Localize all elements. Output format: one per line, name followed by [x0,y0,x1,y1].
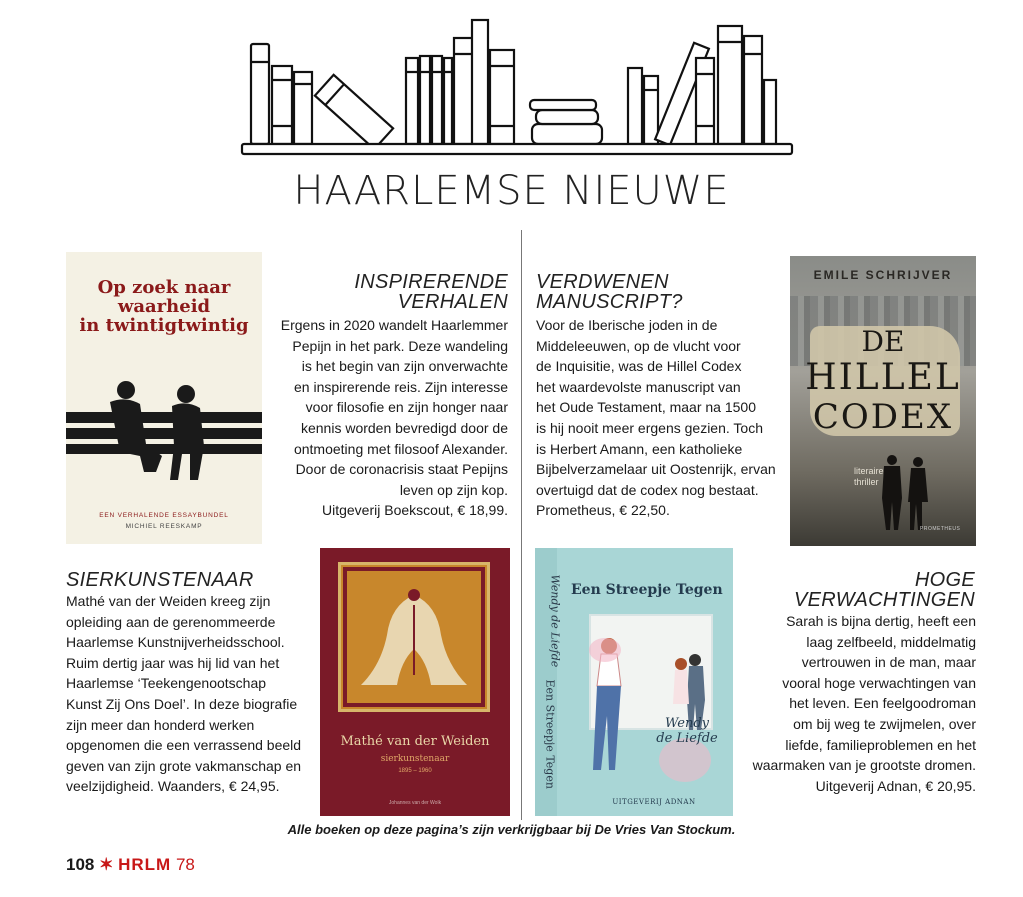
article-text-verdwenen-manuscript: Voor de Iberische joden in de Middeleeuwen, op de vlucht voor de Inquisitie, was de Hillel Codex het waardevolste manuscript van het Oude Testament, maar na 1500 is hij nooit meer ergens gezien. Toch is Herbert Amann, een katholieke Bijbelverzamelaar uit Oostenrijk, ervan overtuigd dat de codex nog bestaat. Prometheus, € 22,50. [536,317,776,519]
article-text-sierkunstenaar: Mathé van der Weiden kreeg zijn opleiding aan de gerenommeerde Haarlemse Kunstnijverheidsschool. Ruim dertig jaar was hij lid van het Haarlemse ‘Teekengenootschap Kunst Zij Ons Doel’. In deze biografie zijn meer dan honderd werken opgenomen die een verrassend beeld geven van zijn grote vakmanschap en veelzijdigheid. Waanders, € 24,95. [66,593,302,795]
cover-subtitle: sierkunstenaar [380,754,450,764]
cover-title: DE HILLEL CODEX [805,325,961,437]
cover-author: MICHIEL REESKAMP [125,523,203,530]
cover-credit: Johannes van der Wolk [388,800,442,806]
article-heading-hoge-verwachtingen: HOGE VERWACHTINGEN [794,569,975,611]
issue-number: 78 [175,855,195,874]
cover-title: Een Streepje Tegen [571,582,723,598]
magazine-brand: HRLM [118,855,172,874]
article-heading-inspirerende-verhalen: INSPIRERENDE VERHALEN [354,271,508,313]
star-separator-icon: ✶ [99,855,114,874]
cover-artwork [338,562,490,712]
cover-spine-title: Een Streepje Tegen [543,679,557,789]
book-cover-mathe-van-der-weiden [320,548,510,816]
book-cover-op-zoek-naar-waarheid [66,252,262,544]
page-number: 108 [66,855,95,874]
cover-publisher: PROMETHEUS [920,526,961,532]
article-text-hoge-verwachtingen: Sarah is bijna dertig, heeft een laag zelfbeeld, middelmatig vertrouwen in de man, maar vooral hoge verwachtingen van het leven. Een feelgoodroman om bij weg te zwijmelen, over liefde, familieproblemen en het waarmaken van je grootste dromen. Uitgeverij Adnan, € 20,95. [752,613,976,794]
cover-spine-author: Wendy de Liefde [548,574,562,668]
cover-years: 1895 – 1960 [398,768,432,774]
cover-publisher: UITGEVERIJ ADNAN [612,798,696,806]
cover-title: Op zoek naar waarheid in twintigtwintig [79,277,249,336]
bookshelf-illustration [236,14,798,164]
article-heading-sierkunstenaar: SIERKUNSTENAAR [66,569,254,591]
book-cover-de-hillel-codex [790,256,976,546]
walking-couple-illustration [878,452,938,532]
article-heading-verdwenen-manuscript: VERDWENEN MANUSCRIPT? [536,271,683,313]
availability-note: Alle boeken op deze pagina’s zijn verkrijgbaar bij De Vries Van Stockum. [287,822,736,837]
cover-subtitle: EEN VERHALENDE ESSAYBUNDEL [99,512,229,519]
cover-genre: literaire thriller [854,466,884,487]
cover-author: EMILE SCHRIJVER [813,268,953,282]
cover-title: Mathé van der Weiden [340,734,490,749]
page-title: HAARLEMSE NIEUWE [293,168,730,214]
column-divider [521,230,522,820]
woman-with-phone-illustration [585,620,725,800]
page-footer [66,855,195,875]
book-cover-een-streepje-tegen [535,548,733,816]
article-text-inspirerende-verhalen: Ergens in 2020 wandelt Haarlemmer Pepijn in het park. Deze wandeling is het begin van zijn onverwachte en inspirerende reis. Zijn interesse voor filosofie en zijn honger naar kennis worden bevredigd door de ontmoeting met filosoof Alexander. Door de coronacrisis staat Pepijns leven op zijn kop. Uitgeverij Boekscout, € 18,99. [280,317,508,519]
cover-author: Wendy de Liefde [656,716,718,746]
bench-silhouette-illustration [66,372,262,492]
